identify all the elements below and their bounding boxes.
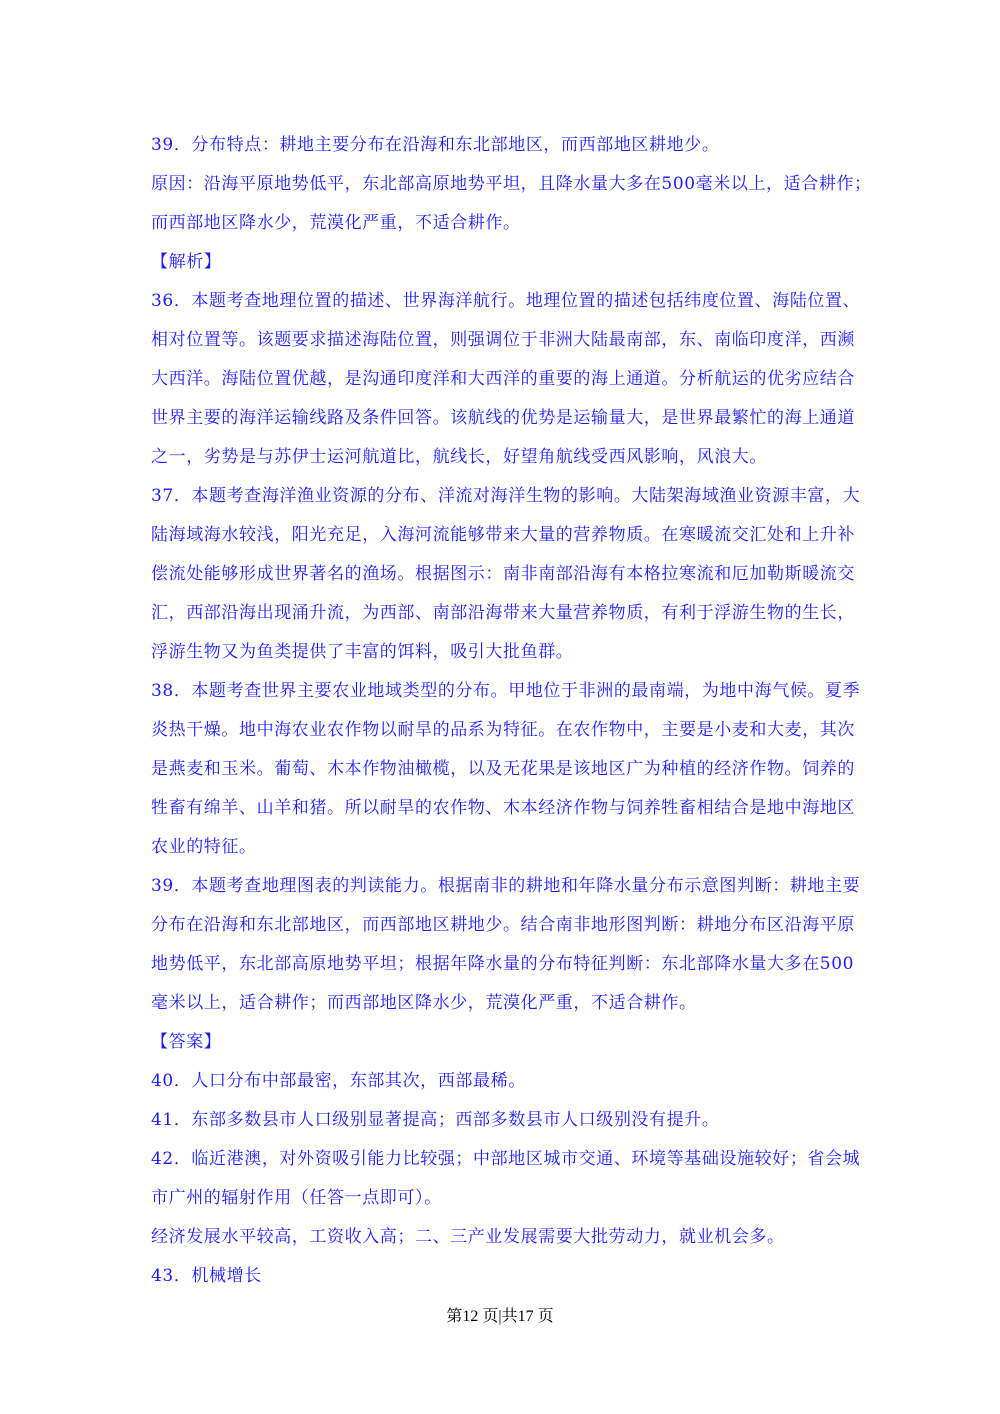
analysis-36-line: 相对位置等。该题要求描述海陆位置，则强调位于非洲大陆最南部，东、南临印度洋，西濒 [151, 330, 855, 350]
answer-39-line-3: 而西部地区降水少，荒漠化严重，不适合耕作。 [151, 213, 521, 233]
analysis-39 [151, 867, 861, 1023]
answer-39-line-1: 39．分布特点：耕地主要分布在沿海和东北部地区，而西部地区耕地少。 [151, 135, 720, 155]
analysis-37 [151, 477, 861, 672]
analysis-37-line: 陆海域海水较浅，阳光充足，入海河流能够带来大量的营养物质。在寒暖流交汇处和上升补 [151, 525, 855, 545]
answer-42-line-3: 经济发展水平较高，工资收入高；二、三产业发展需要大批劳动力，就业机会多。 [151, 1227, 785, 1247]
analysis-38-line: 38．本题考查世界主要农业地域类型的分布。甲地位于非洲的最南端，为地中海气候。夏季 [151, 681, 861, 701]
analysis-36-line: 36．本题考查地理位置的描述、世界海洋航行。地理位置的描述包括纬度位置、海陆位置、 [151, 291, 861, 311]
page-content [151, 126, 872, 1296]
answer-39-block [151, 126, 872, 243]
page-footer: 第12 页|共17 页 [446, 1308, 554, 1325]
analysis-heading: 【解析】 [151, 252, 222, 272]
analysis-36 [151, 282, 861, 477]
analysis-36-line: 世界主要的海洋运输线路及条件回答。该航线的优势是运输量大，是世界最繁忙的海上通道 [151, 408, 855, 428]
analysis-38-line: 是燕麦和玉米。葡萄、木本作物油橄榄，以及无花果是该地区广为种植的经济作物。饲养的 [151, 759, 855, 779]
analysis-39-line: 毫米以上，适合耕作；而西部地区降水少，荒漠化严重，不适合耕作。 [151, 993, 697, 1013]
analysis-38-line: 牲畜有绵羊、山羊和猪。所以耐旱的农作物、木本经济作物与饲养牲畜相结合是地中海地区 [151, 798, 855, 818]
answer-41: 41．东部多数县市人口级别显著提高；西部多数县市人口级别没有提升。 [151, 1110, 720, 1130]
answer-39-line-2: 原因：沿海平原地势低平，东北部高原地势平坦，且降水量大多在500毫米以上，适合耕作； [151, 174, 872, 194]
analysis-37-line: 37．本题考查海洋渔业资源的分布、洋流对海洋生物的影响。大陆架海域渔业资源丰富，大 [151, 486, 861, 506]
answer-heading: 【答案】 [151, 1032, 222, 1052]
answers-block [151, 1062, 861, 1296]
analysis-38 [151, 672, 861, 867]
analysis-39-line: 分布在沿海和东北部地区，而西部地区耕地少。结合南非地形图判断：耕地分布区沿海平原 [151, 915, 855, 935]
answer-43: 43．机械增长 [151, 1266, 262, 1286]
analysis-37-line: 偿流处能够形成世界著名的渔场。根据图示：南非南部沿海有本格拉寒流和厄加勒斯暖流交 [151, 564, 855, 584]
analysis-38-line: 农业的特征。 [151, 837, 257, 857]
answer-42-line-1: 42．临近港澳，对外资吸引能力比较强；中部地区城市交通、环境等基础设施较好；省会城 [151, 1149, 861, 1169]
analysis-36-line: 之一，劣势是与苏伊士运河航道比，航线长，好望角航线受西风影响，风浪大。 [151, 447, 767, 467]
answer-40: 40．人口分布中部最密，东部其次，西部最稀。 [151, 1071, 526, 1091]
analysis-39-line: 39．本题考查地理图表的判读能力。根据南非的耕地和年降水量分布示意图判断：耕地主要 [151, 876, 861, 896]
analysis-36-line: 大西洋。海陆位置优越，是沟通印度洋和大西洋的重要的海上通道。分析航运的优劣应结合 [151, 369, 855, 389]
analysis-37-line: 汇，西部沿海出现涌升流，为西部、南部沿海带来大量营养物质，有利于浮游生物的生长， [151, 603, 855, 623]
analysis-37-line: 浮游生物又为鱼类提供了丰富的饵料，吸引大批鱼群。 [151, 642, 574, 662]
analysis-38-line: 炎热干燥。地中海农业农作物以耐旱的品系为特征。在农作物中，主要是小麦和大麦，其次 [151, 720, 855, 740]
answer-42-line-2: 市广州的辐射作用（任答一点即可）。 [151, 1188, 442, 1208]
analysis-39-line: 地势低平，东北部高原地势平坦；根据年降水量的分布特征判断：东北部降水量大多在500 [151, 954, 855, 974]
